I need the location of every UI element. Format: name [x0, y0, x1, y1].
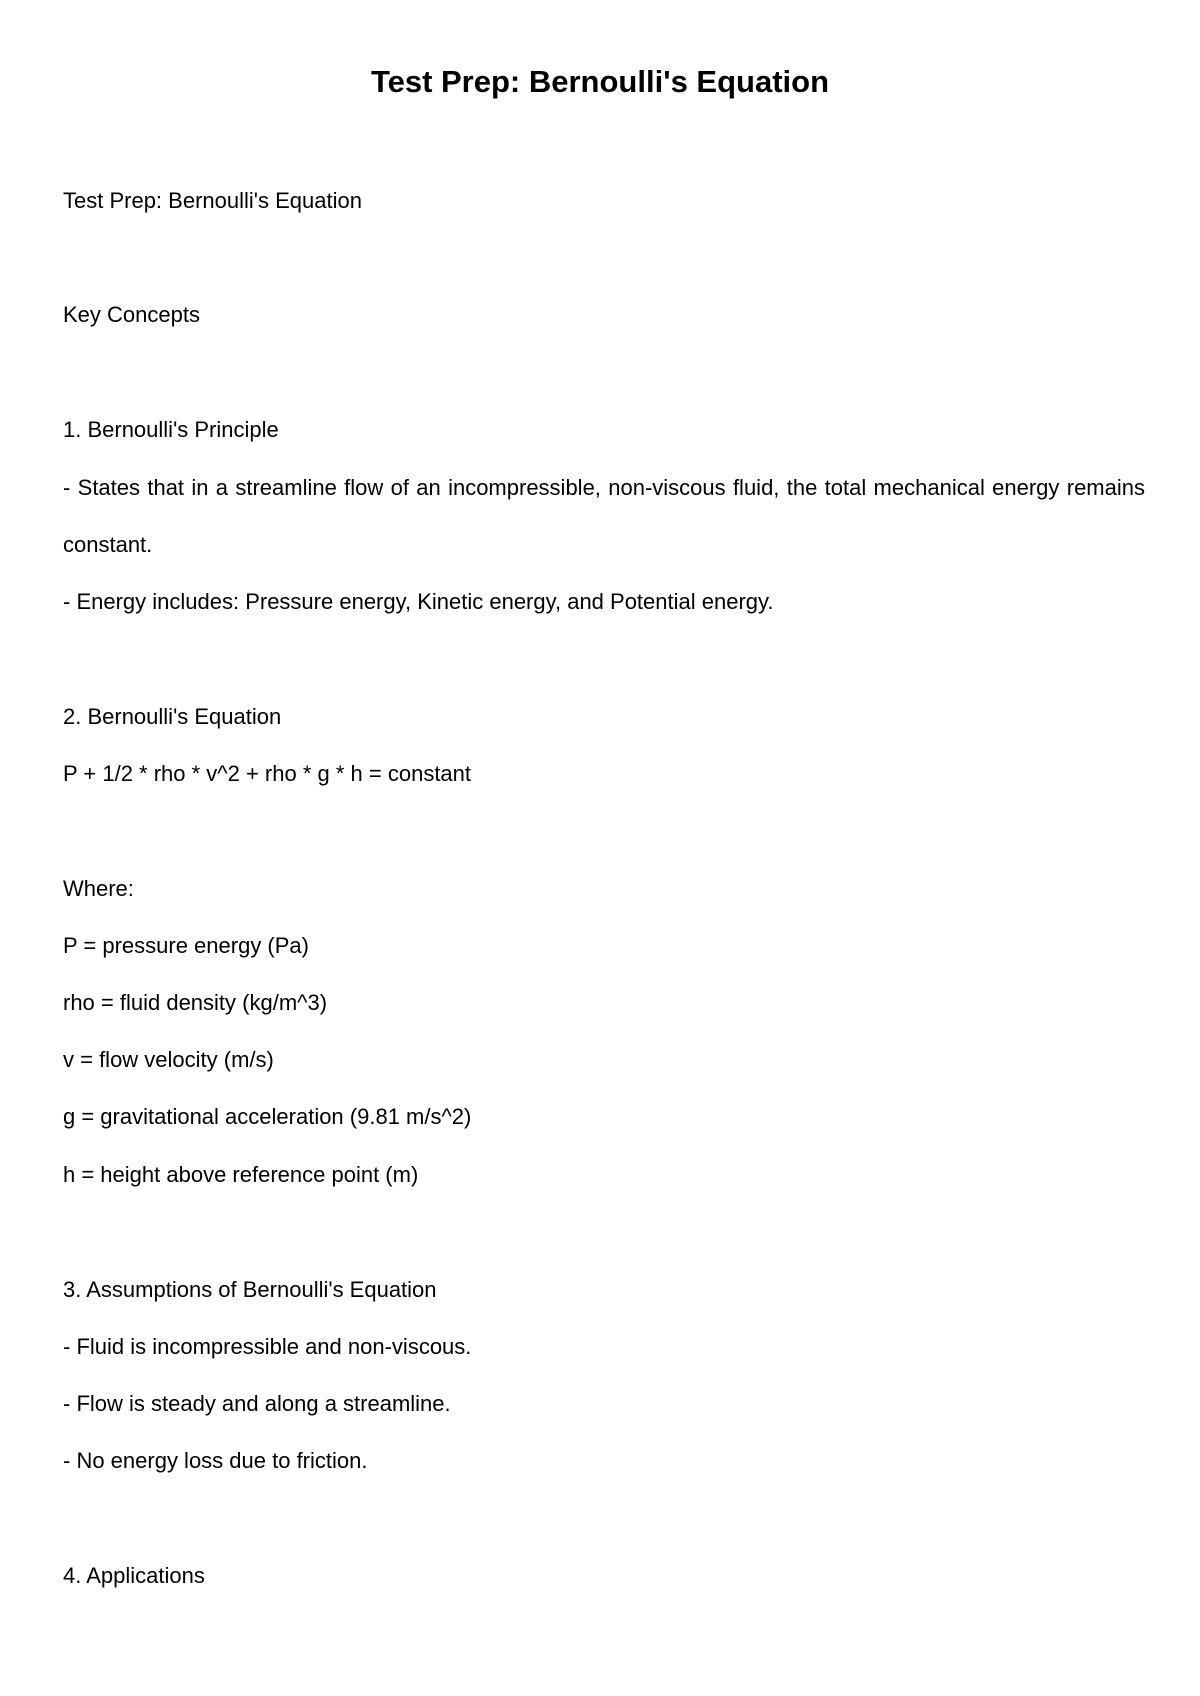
definition-item: rho = fluid density (kg/m^3)	[63, 990, 328, 1015]
assumption-item: - Flow is steady and along a streamline.	[63, 1391, 451, 1416]
key-concepts-heading: Key Concepts	[63, 302, 200, 327]
definition-item: P = pressure energy (Pa)	[63, 933, 309, 958]
section-3-heading: 3. Assumptions of Bernoulli's Equation	[63, 1277, 437, 1302]
definition-item: g = gravitational acceleration (9.81 m/s^2)	[63, 1104, 472, 1129]
definition-item: v = flow velocity (m/s)	[63, 1047, 274, 1072]
section-1-heading: 1. Bernoulli's Principle	[63, 417, 279, 442]
definition-item: h = height above reference point (m)	[63, 1162, 419, 1187]
section-1-point-1: - States that in a streamline flow of an incompressible, non-viscous fluid, the total mechanical energy remains constant.	[63, 475, 1145, 557]
section-4-heading: 4. Applications	[63, 1563, 205, 1588]
page-title: Test Prep: Bernoulli's Equation	[370, 64, 830, 99]
assumption-item: - Fluid is incompressible and non-viscous.	[63, 1334, 472, 1359]
assumption-item: - No energy loss due to friction.	[63, 1448, 368, 1473]
section-2-heading: 2. Bernoulli's Equation	[63, 704, 282, 729]
where-label: Where:	[63, 876, 134, 901]
bernoulli-equation: P + 1/2 * rho * v^2 + rho * g * h = constant	[63, 761, 472, 786]
section-1-point-2: - Energy includes: Pressure energy, Kinetic energy, and Potential energy.	[63, 589, 774, 614]
document-subtitle: Test Prep: Bernoulli's Equation	[63, 188, 362, 213]
